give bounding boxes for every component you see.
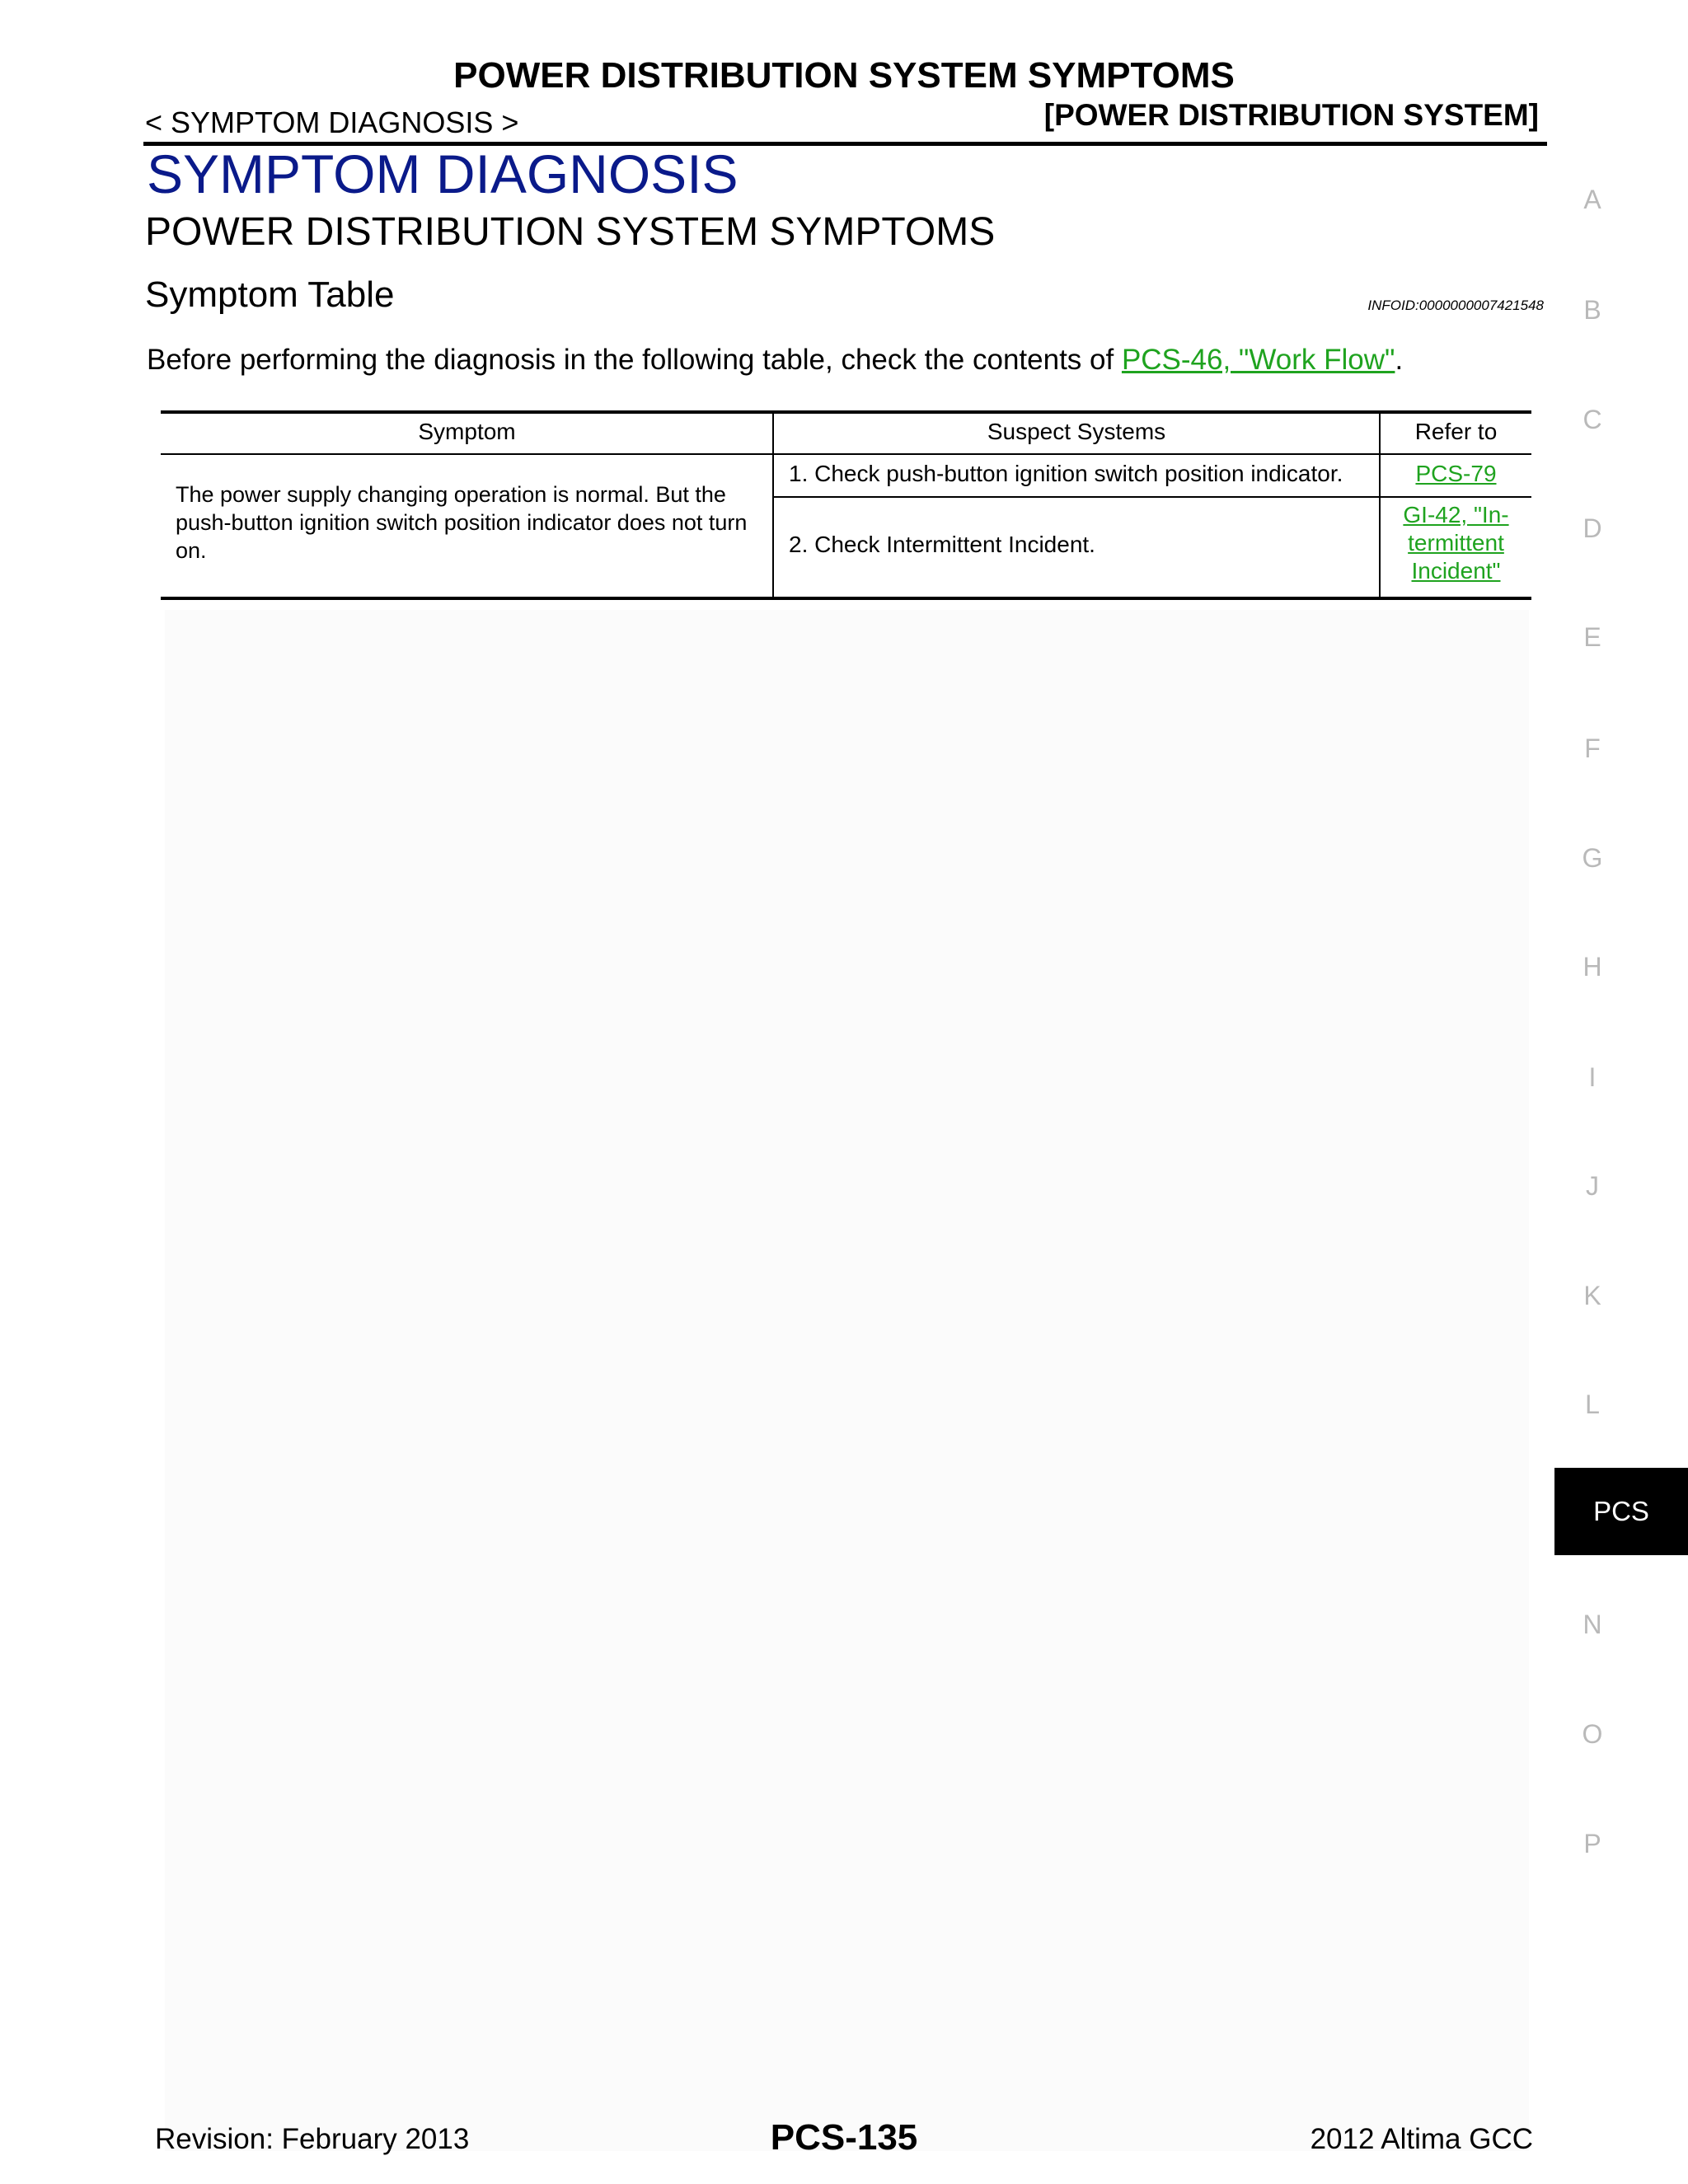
work-flow-link[interactable]: PCS-46, "Work Flow" <box>1121 344 1395 376</box>
symptom-table-heading: Symptom Table <box>145 274 395 315</box>
index-tab-e[interactable]: E <box>1583 622 1601 652</box>
refer-link-text[interactable]: termittent <box>1408 530 1504 555</box>
refer-link-pcs-79[interactable] <box>1381 460 1531 488</box>
symptom-line: push-button ignition switch position indicator does not turn <box>176 510 748 535</box>
page-subtitle: POWER DISTRIBUTION SYSTEM SYMPTOMS <box>145 210 996 254</box>
index-tab-g[interactable]: G <box>1582 843 1603 873</box>
index-tab-k[interactable]: K <box>1583 1281 1601 1310</box>
index-tab-d[interactable]: D <box>1582 513 1602 543</box>
index-tab-i[interactable]: I <box>1588 1062 1597 1092</box>
table-header-divider <box>161 453 1531 455</box>
column-header-symptom: Symptom <box>418 419 516 444</box>
symptom-line: The power supply changing operation is normal. But the <box>176 482 726 507</box>
index-tab-pcs-active[interactable]: PCS <box>1554 1468 1688 1555</box>
index-tab-l[interactable]: L <box>1585 1390 1600 1419</box>
table-row-divider <box>773 496 1531 498</box>
index-tab-b[interactable]: B <box>1583 295 1601 325</box>
running-header-title: POWER DISTRIBUTION SYSTEM SYMPTOMS <box>453 55 1235 96</box>
info-id: INFOID:0000000007421548 <box>1367 298 1544 313</box>
index-tab-c[interactable]: C <box>1582 405 1602 434</box>
index-tab-o[interactable]: O <box>1582 1719 1603 1749</box>
intro-text-end: . <box>1395 344 1404 376</box>
footer-revision: Revision: February 2013 <box>155 2123 470 2155</box>
suspect-system-1: 1. Check push-button ignition switch position indicator. <box>789 461 1343 486</box>
intro-paragraph <box>147 342 1403 378</box>
column-header-suspect-systems: Suspect Systems <box>987 419 1166 444</box>
refer-link-gi-42[interactable] <box>1381 501 1531 585</box>
symptom-description <box>176 480 769 565</box>
index-tab-p[interactable]: P <box>1583 1829 1601 1858</box>
page-background <box>165 610 1529 2151</box>
table-top-border <box>161 410 1531 414</box>
index-tab-a[interactable]: A <box>1583 185 1601 214</box>
breadcrumb: < SYMPTOM DIAGNOSIS > <box>145 105 519 139</box>
footer-page-number: PCS-135 <box>770 2117 918 2158</box>
table-bottom-border <box>161 597 1531 600</box>
footer-model: 2012 Altima GCC <box>1310 2123 1533 2155</box>
refer-link-text[interactable]: Incident" <box>1411 558 1501 583</box>
refer-link-text[interactable]: GI-42, "In- <box>1403 502 1509 527</box>
index-tab-j[interactable]: J <box>1586 1171 1599 1201</box>
column-header-refer-to: Refer to <box>1414 419 1498 444</box>
index-tab-h[interactable]: H <box>1582 952 1602 982</box>
intro-text: Before performing the diagnosis in the following table, check the contents of <box>147 344 1122 376</box>
symptom-line: on. <box>176 538 207 563</box>
suspect-system-2: 2. Check Intermittent Incident. <box>789 532 1095 557</box>
refer-link-text[interactable]: PCS-79 <box>1415 461 1497 486</box>
index-tab-f[interactable]: F <box>1584 733 1601 763</box>
header-system-label: [POWER DISTRIBUTION SYSTEM] <box>1043 98 1539 132</box>
symptom-table <box>161 410 1531 600</box>
index-tab-n[interactable]: N <box>1582 1610 1602 1639</box>
section-title: SYMPTOM DIAGNOSIS <box>147 143 738 204</box>
